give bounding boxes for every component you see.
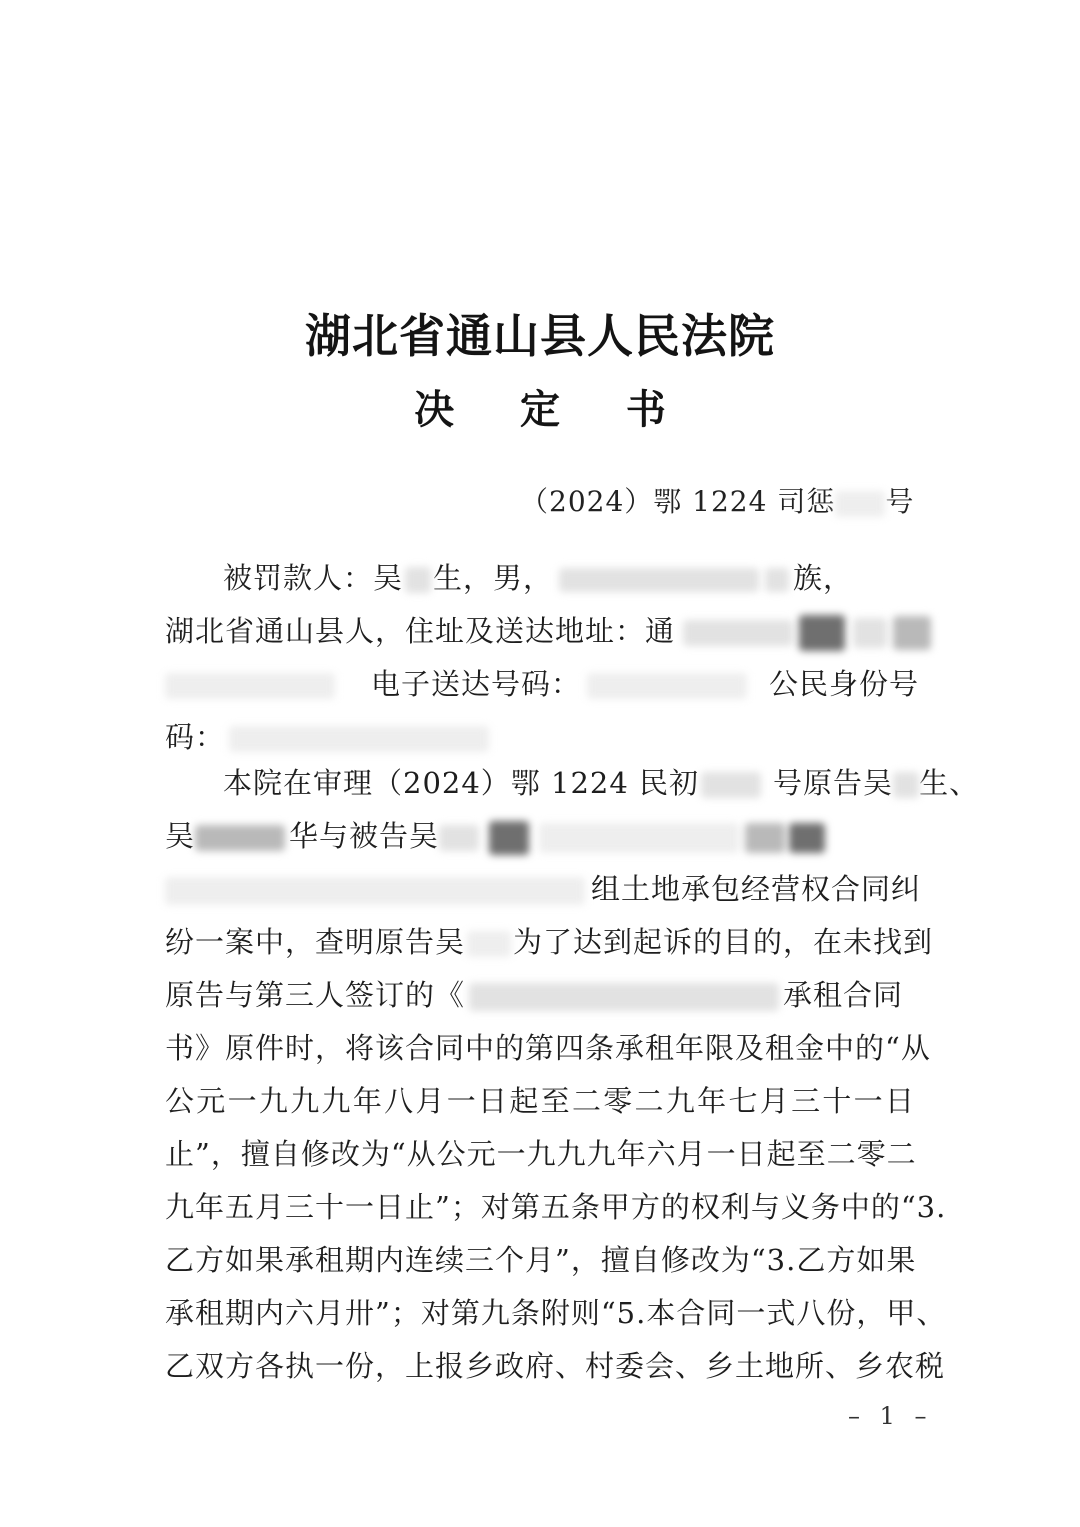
redacted-id-number: [229, 726, 489, 752]
facts-line-2: [165, 811, 915, 861]
redacted-defendant-info-1: [489, 821, 529, 855]
facts-line-5-b: 承租合同: [783, 978, 904, 1012]
facts-line-6: 书》原件时，将该合同中的第四条承租年限及租金中的“从: [165, 1031, 931, 1065]
facts-line-4-a: 纷一案中，查明原告吴: [165, 925, 466, 959]
redacted-defendant-info-2: [539, 823, 739, 853]
redacted-address-2: [799, 615, 845, 651]
party-line-1: [165, 553, 915, 603]
facts-line-2-b: 华与被告吴: [289, 819, 440, 853]
redacted-civil-case-serial: [701, 772, 761, 798]
case-number-prefix: （2024）鄂 1224 司惩: [520, 485, 836, 518]
redacted-name: [405, 567, 431, 593]
facts-line-1-b: 号原告吴: [773, 766, 894, 800]
party-line-2-a: 湖北省通山县人，住址及送达地址：通: [165, 614, 676, 648]
redacted-plaintiff-name-2: [195, 825, 285, 851]
facts-line-3-a: 组土地承包经营权合同纠: [591, 872, 922, 906]
party-line-1-a: 被罚款人：吴: [223, 561, 404, 595]
facts-line-5: [165, 970, 915, 1020]
redacted-defendant-info-3: [745, 823, 785, 853]
redacted-address-1: [683, 620, 793, 646]
facts-line-1-c: 生、: [919, 766, 980, 800]
facts-line-10: 乙方如果承租期内连续三个月”，擅自修改为“3.乙方如果: [165, 1243, 917, 1277]
redacted-plaintiff-name-1: [893, 772, 919, 798]
redacted-ethnicity: [765, 568, 789, 592]
party-line-4-a: 码：: [165, 720, 226, 754]
redacted-address-3: [853, 618, 887, 648]
facts-line-9: 九年五月三十一日止”；对第五条甲方的权利与义务中的“3.: [165, 1190, 947, 1224]
party-line-1-b: 生，男，: [433, 561, 554, 595]
redacted-location: [165, 877, 585, 905]
facts-line-5-a: 原告与第三人签订的《: [165, 978, 466, 1012]
redacted-case-serial: [835, 491, 885, 517]
page-number: – 1 –: [848, 1402, 933, 1430]
document-type-heading: 决 定 书: [414, 386, 692, 433]
case-number-suffix: 号: [885, 485, 915, 518]
redacted-defendant-info-4: [789, 823, 825, 853]
facts-line-8: 止”，擅自修改为“从公元一九九九年六月一日起至二零二: [165, 1137, 917, 1171]
facts-line-1: [165, 758, 980, 808]
facts-line-7: 公元一九九九年八月一日起至二零二九年七月三十一日: [165, 1084, 915, 1118]
facts-line-12: 乙双方各执一份，上报乡政府、村委会、乡土地所、乡农税: [165, 1349, 946, 1383]
redacted-address-4: [893, 616, 931, 650]
facts-line-1-a: 本院在审理（2024）鄂 1224 民初: [223, 766, 700, 800]
party-line-2: [165, 606, 915, 656]
facts-line-4: [165, 917, 934, 967]
court-name-heading: 湖北省通山县人民法院: [305, 309, 775, 363]
redacted-plaintiff-name-3: [467, 931, 511, 957]
redacted-contract-title: [469, 983, 779, 1011]
party-line-3: [165, 659, 920, 709]
facts-line-3: [165, 864, 922, 914]
party-line-1-c: 族，: [793, 561, 854, 595]
facts-line-11: 承租期内六月卅”；对第九条附则“5.本合同一式八份，甲、: [165, 1296, 947, 1330]
redacted-phone: [587, 673, 747, 699]
facts-line-2-a: 吴: [165, 819, 196, 853]
redacted-birth-date: [559, 568, 759, 592]
case-number: [520, 480, 914, 520]
party-line-3-a: 电子送达号码：: [371, 667, 582, 701]
redacted-address-5: [165, 673, 335, 699]
party-line-3-b: 公民身份号: [769, 667, 920, 701]
facts-line-4-b: 为了达到起诉的目的，在未找到: [513, 925, 934, 959]
party-line-4: [165, 712, 915, 762]
redacted-defendant-name: [439, 825, 479, 851]
